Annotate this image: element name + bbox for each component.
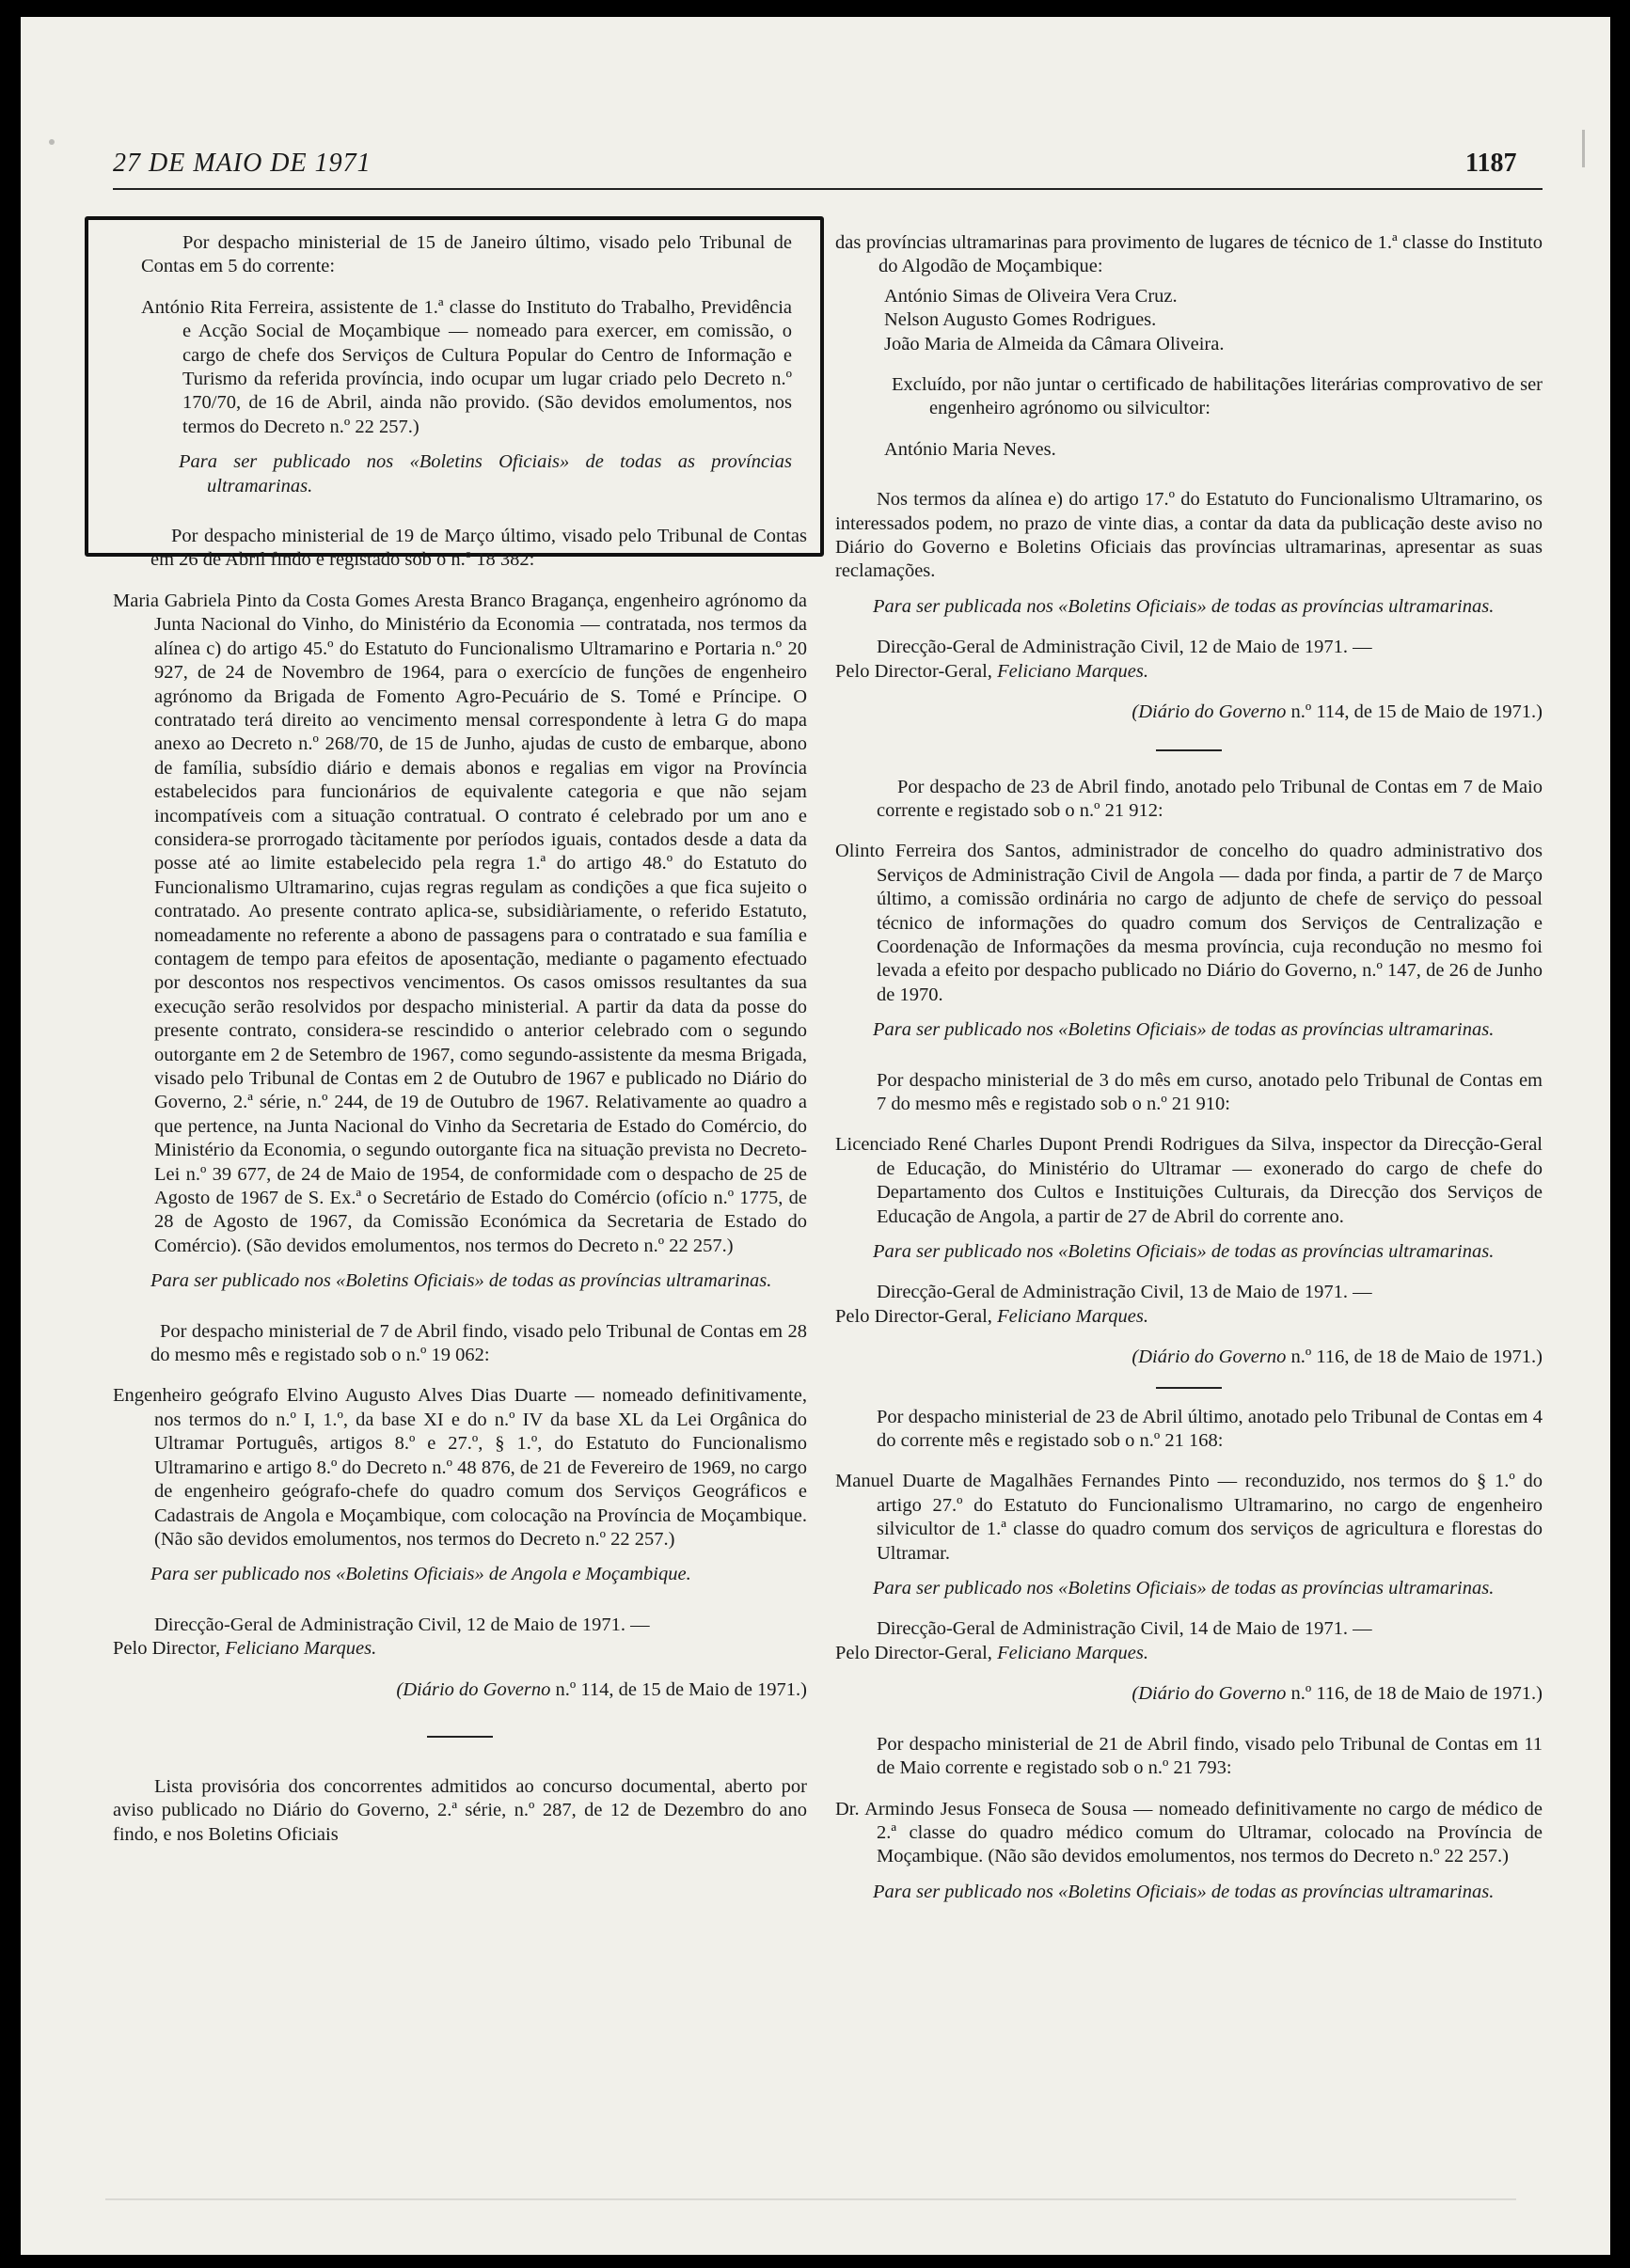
source-citation: (Diário do Governo n.º 116, de 18 de Maio de 1971.) (1132, 1683, 1543, 1705)
publish-note: Para ser publicado nos «Boletins Oficiais» de todas as províncias ultramarinas. (873, 1019, 1495, 1041)
signature-line (835, 1642, 1543, 1665)
signature-prefix: Pelo Director-Geral, (835, 1305, 998, 1327)
page-number: 1187 (1465, 149, 1517, 178)
source-citation: (Diário do Governo n.º 116, de 18 de Maio de 1971.) (1132, 1347, 1543, 1368)
entry-body: Manuel Duarte de Magalhães Fernandes Pinto — reconduzido, nos termos do § 1.º do artigo 27.º do Estatuto do Funcionalismo Ultramarino, no cargo de engenheiro silvicultor de 1.ª classe do quadro comum dos serviços de agricultura e florestas do Ultramar. (835, 1471, 1543, 1564)
source-title: Diário do Governo (1138, 1347, 1287, 1368)
signature-line (835, 1305, 1543, 1329)
publish-note: Para ser publicada nos «Boletins Oficiais» de todas as províncias ultramarinas. (873, 595, 1495, 617)
source-title: Diário do Governo (1138, 701, 1287, 723)
entry-body: António Rita Ferreira, assistente de 1.ª classe do Instituto do Trabalho, Previdência e Acção Social de Moçambique — nomeado para exercer, em comissão, o cargo de chefe dos Serviços de Cultura Popular do Centro de Informação e Turismo da referida província, indo ocupar um lugar criado pelo Decreto n.º 170/70, de 16 de Abril, ainda não provido. (São devidos emolumentos, nos termos do Decreto n.º 22 257.) (141, 296, 792, 437)
excluded-note: Excluído, por não juntar o certificado de habilitações literárias comprovativo de ser engenheiro agrónomo ou silvicultor: (892, 374, 1543, 419)
list-item: António Simas de Oliveira Vera Cruz. (884, 285, 1178, 307)
left-column (113, 231, 807, 1847)
signature-line: Direcção-Geral de Administração Civil, 12 de Maio de 1971. — (154, 1614, 650, 1635)
signature-name: Feliciano Marques. (997, 1305, 1148, 1327)
publish-note: Para ser publicado nos «Boletins Oficiais» de todas as províncias ultramarinas. (150, 1270, 772, 1292)
signature-name: Feliciano Marques. (225, 1638, 377, 1660)
source-text: n.º 114, de 15 de Maio de 1971.) (1286, 701, 1543, 723)
entry-intro: Por despacho ministerial de 3 do mês em curso, anotado pelo Tribunal de Contas em 7 do mesmo mês e registado sob o n.º 21 910: (877, 1069, 1543, 1114)
boxed-entry (113, 231, 807, 498)
list-item: João Maria de Almeida da Câmara Oliveira. (884, 333, 1225, 354)
signature-line (113, 1637, 807, 1661)
header-rule (113, 188, 1543, 190)
section-separator (1156, 1387, 1222, 1389)
source-text: n.º 116, de 18 de Maio de 1971.) (1286, 1683, 1543, 1705)
source-citation: (Diário do Governo n.º 114, de 15 de Maio de 1971.) (396, 1678, 807, 1700)
list-continuation: das províncias ultramarinas para provimento de lugares de técnico de 1.ª classe do Instituto do Algodão de Moçambique: (835, 232, 1543, 277)
publish-note: Para ser publicado nos «Boletins Oficiais» de todas as províncias ultramarinas. (873, 1578, 1495, 1599)
list-item: Nelson Augusto Gomes Rodrigues. (884, 309, 1157, 331)
signature-line (835, 660, 1543, 684)
publish-note: Para ser publicado nos «Boletins Oficiais» de todas as províncias ultramarinas. (179, 451, 792, 496)
source-title: Diário do Governo (1138, 1683, 1287, 1705)
list-intro: Lista provisória dos concorrentes admitidos ao concurso documental, aberto por aviso publicado no Diário do Governo, 2.ª série, n.º 287, de 12 de Dezembro do ano findo, e nos Boletins Oficiais (113, 1775, 807, 1845)
entry-body: Olinto Ferreira dos Santos, administrador de concelho do quadro administrativo dos Serviços de Administração Civil de Angola — dada por finda, a partir de 7 de Março último, a comissão ordinária no cargo de adjunto de chefe de serviço do pessoal técnico de informações do quadro comum dos Serviços de Centralização e Coordenação de Informações da mesma província, cuja recondução no mesmo foi levada a efeito por despacho publicado no Diário do Governo, n.º 147, de 26 de Junho de 1970. (835, 841, 1543, 1005)
scanned-page (21, 17, 1610, 2255)
source-title: Diário do Governo (403, 1678, 551, 1700)
signature-line: Direcção-Geral de Administração Civil, 12 de Maio de 1971. — (877, 637, 1372, 658)
signature-name: Feliciano Marques. (997, 1642, 1148, 1663)
publish-note: Para ser publicado nos «Boletins Oficiais» de Angola e Moçambique. (150, 1564, 691, 1585)
scan-speck (49, 139, 55, 145)
signature-line: Direcção-Geral de Administração Civil, 13 de Maio de 1971. — (877, 1282, 1372, 1303)
entry-intro: Por despacho ministerial de 7 de Abril findo, visado pelo Tribunal de Contas em 28 do mesmo mês e registado sob o n.º 19 062: (150, 1320, 807, 1366)
notice-paragraph: Nos termos da alínea e) do artigo 17.º do Estatuto do Funcionalismo Ultramarino, os interessados podem, no prazo de vinte dias, a contar da data da publicação deste aviso no Diário do Governo e Boletins Oficiais das províncias ultramarinas, apresentar as suas reclamações. (835, 489, 1543, 582)
section-separator (1156, 749, 1222, 751)
source-text: n.º 116, de 18 de Maio de 1971.) (1286, 1347, 1543, 1368)
source-citation: (Diário do Governo n.º 114, de 15 de Maio de 1971.) (1132, 701, 1543, 723)
entry-intro: Por despacho ministerial de 23 de Abril último, anotado pelo Tribunal de Contas em 4 do corrente mês e registado sob o n.º 21 168: (877, 1406, 1543, 1452)
signature-line: Direcção-Geral de Administração Civil, 14 de Maio de 1971. — (877, 1618, 1372, 1640)
signature-prefix: Pelo Director-Geral, (835, 660, 998, 682)
scan-speck (105, 2198, 1516, 2200)
header-date: 27 DE MAIO DE 1971 (113, 149, 372, 178)
signature-name: Feliciano Marques. (997, 660, 1148, 682)
signature-prefix: Pelo Director, (113, 1638, 226, 1660)
entry-intro: Por despacho ministerial de 15 de Janeiro último, visado pelo Tribunal de Contas em 5 do corrente: (141, 232, 792, 277)
entry-intro: Por despacho ministerial de 19 de Março último, visado pelo Tribunal de Contas em 26 de Abril findo e registado sob o n.º 18 382: (150, 526, 807, 571)
entry-intro: Por despacho ministerial de 21 de Abril findo, visado pelo Tribunal de Contas em 11 de Maio corrente e registado sob o n.º 21 793: (877, 1733, 1543, 1779)
entry-body: Engenheiro geógrafo Elvino Augusto Alves Dias Duarte — nomeado definitivamente, nos termos do n.º I, 1.º, da base XI e do n.º IV da base XL da Lei Orgânica do Ultramar Português, artigos 8.º e 27.º, § 1.º, do Estatuto do Funcionalismo Ultramarino e artigo 8.º do Decreto n.º 48 876, de 21 de Fevereiro de 1969, no cargo de engenheiro geógrafo-chefe do quadro comum dos Serviços Geográficos e Cadastrais de Angola e Moçambique, com colocação na Província de Moçambique. (Não são devidos emolumentos, nos termos do Decreto n.º 22 257.) (113, 1385, 807, 1550)
source-text: n.º 114, de 15 de Maio de 1971.) (550, 1678, 807, 1700)
entry-body: Maria Gabriela Pinto da Costa Gomes Aresta Branco Bragança, engenheiro agrónomo da Junta Nacional do Vinho, do Ministério da Economia — contratada, nos termos da alínea c) do artigo 45.º do Estatuto do Funcionalismo Ultramarino e Portaria n.º 20 927, de 24 de Novembro de 1964, para o exercício de funções de engenheiro agrónomo da Brigada de Fomento Agro-Pecuário de S. Tomé e Príncipe. O contratado terá direito ao vencimento mensal correspondente à letra G do mapa anexo ao Decreto n.º 268/70, de 15 de Junho, ajudas de custo de embarque, abono de família, subsídio diário e demais abonos e regalias em vigor na Província estabelecidos para funcionários de equivalente categoria e que não sejam incompatíveis com a situação contratual. O contrato é celebrado por um ano e considera-se prorrogado tàcitamente por períodos iguais, contados desde a data da posse até ao limite estabelecido pela regra 1.ª do artigo 48.º do Estatuto do Funcionalismo Ultramarino, cujas regras regulam as condições a que fica sujeito o contratado. Ao presente contrato aplica-se, subsidiàriamente, o referido Estatuto, nomeadamente no referente a abono de passagens para o contratado e sua família e contagem de tempo para efeitos de aposentação, mediante o pagamento efectuado por descontos nos respectivos vencimentos. Os casos omissos resultantes da sua execução serão resolvidos por despacho ministerial. A partir da data da posse do presente contrato, considera-se rescindido o anterior celebrado com o segundo outorgante em 2 de Setembro de 1967, como segundo-assistente da mesma Brigada, visado pelo Tribunal de Contas em 2 de Outubro de 1967 e publicado no Diário do Governo, 2.ª série, n.º 244, de 19 de Outubro de 1967. Relativamente ao quadro a que pertence, na Junta Nacional do Vinho da Secretaria de Estado do Comércio, do Ministério da Economia, o segundo outorgante fica na situação prevista no Decreto-Lei n.º 39 677, de 24 de Maio de 1954, de conformidade com o despacho de 25 de Agosto de 1967 de S. Ex.ª o Secretário de Estado do Comércio (ofício n.º 1775, de 28 de Agosto de 1967, da Comissão Económica da Secretaria de Estado do Comércio). (São devidos emolumentos, nos termos do Decreto n.º 22 257.) (113, 590, 807, 1256)
publish-note: Para ser publicado nos «Boletins Oficiais» de todas as províncias ultramarinas. (873, 1241, 1495, 1262)
right-column (835, 231, 1543, 1904)
entry-body: Licenciado René Charles Dupont Prendi Rodrigues da Silva, inspector da Direcção-Geral de Educação, do Ministério do Ultramar — exonerado do cargo de chefe do Departamento dos Cultos e Instituições Culturais, da Direcção dos Serviços de Educação de Angola, a partir de 27 de Abril do corrente ano. (835, 1134, 1543, 1227)
entry-intro: Por despacho de 23 de Abril findo, anotado pelo Tribunal de Contas em 7 de Maio corrente e registado sob o n.º 21 912: (877, 776, 1543, 821)
admitted-list (835, 285, 1543, 356)
signature-prefix: Pelo Director-Geral, (835, 1642, 998, 1663)
publish-note: Para ser publicado nos «Boletins Oficiais» de todas as províncias ultramarinas. (873, 1881, 1495, 1902)
scan-speck (1582, 130, 1585, 167)
section-separator (427, 1736, 493, 1738)
excluded-name: António Maria Neves. (884, 438, 1056, 460)
entry-body: Dr. Armindo Jesus Fonseca de Sousa — nomeado definitivamente no cargo de médico de 2.ª classe do quadro médico comum do Ultramar, colocado na Província de Moçambique. (Não são devidos emolumentos, nos termos do Decreto n.º 22 257.) (835, 1798, 1543, 1867)
